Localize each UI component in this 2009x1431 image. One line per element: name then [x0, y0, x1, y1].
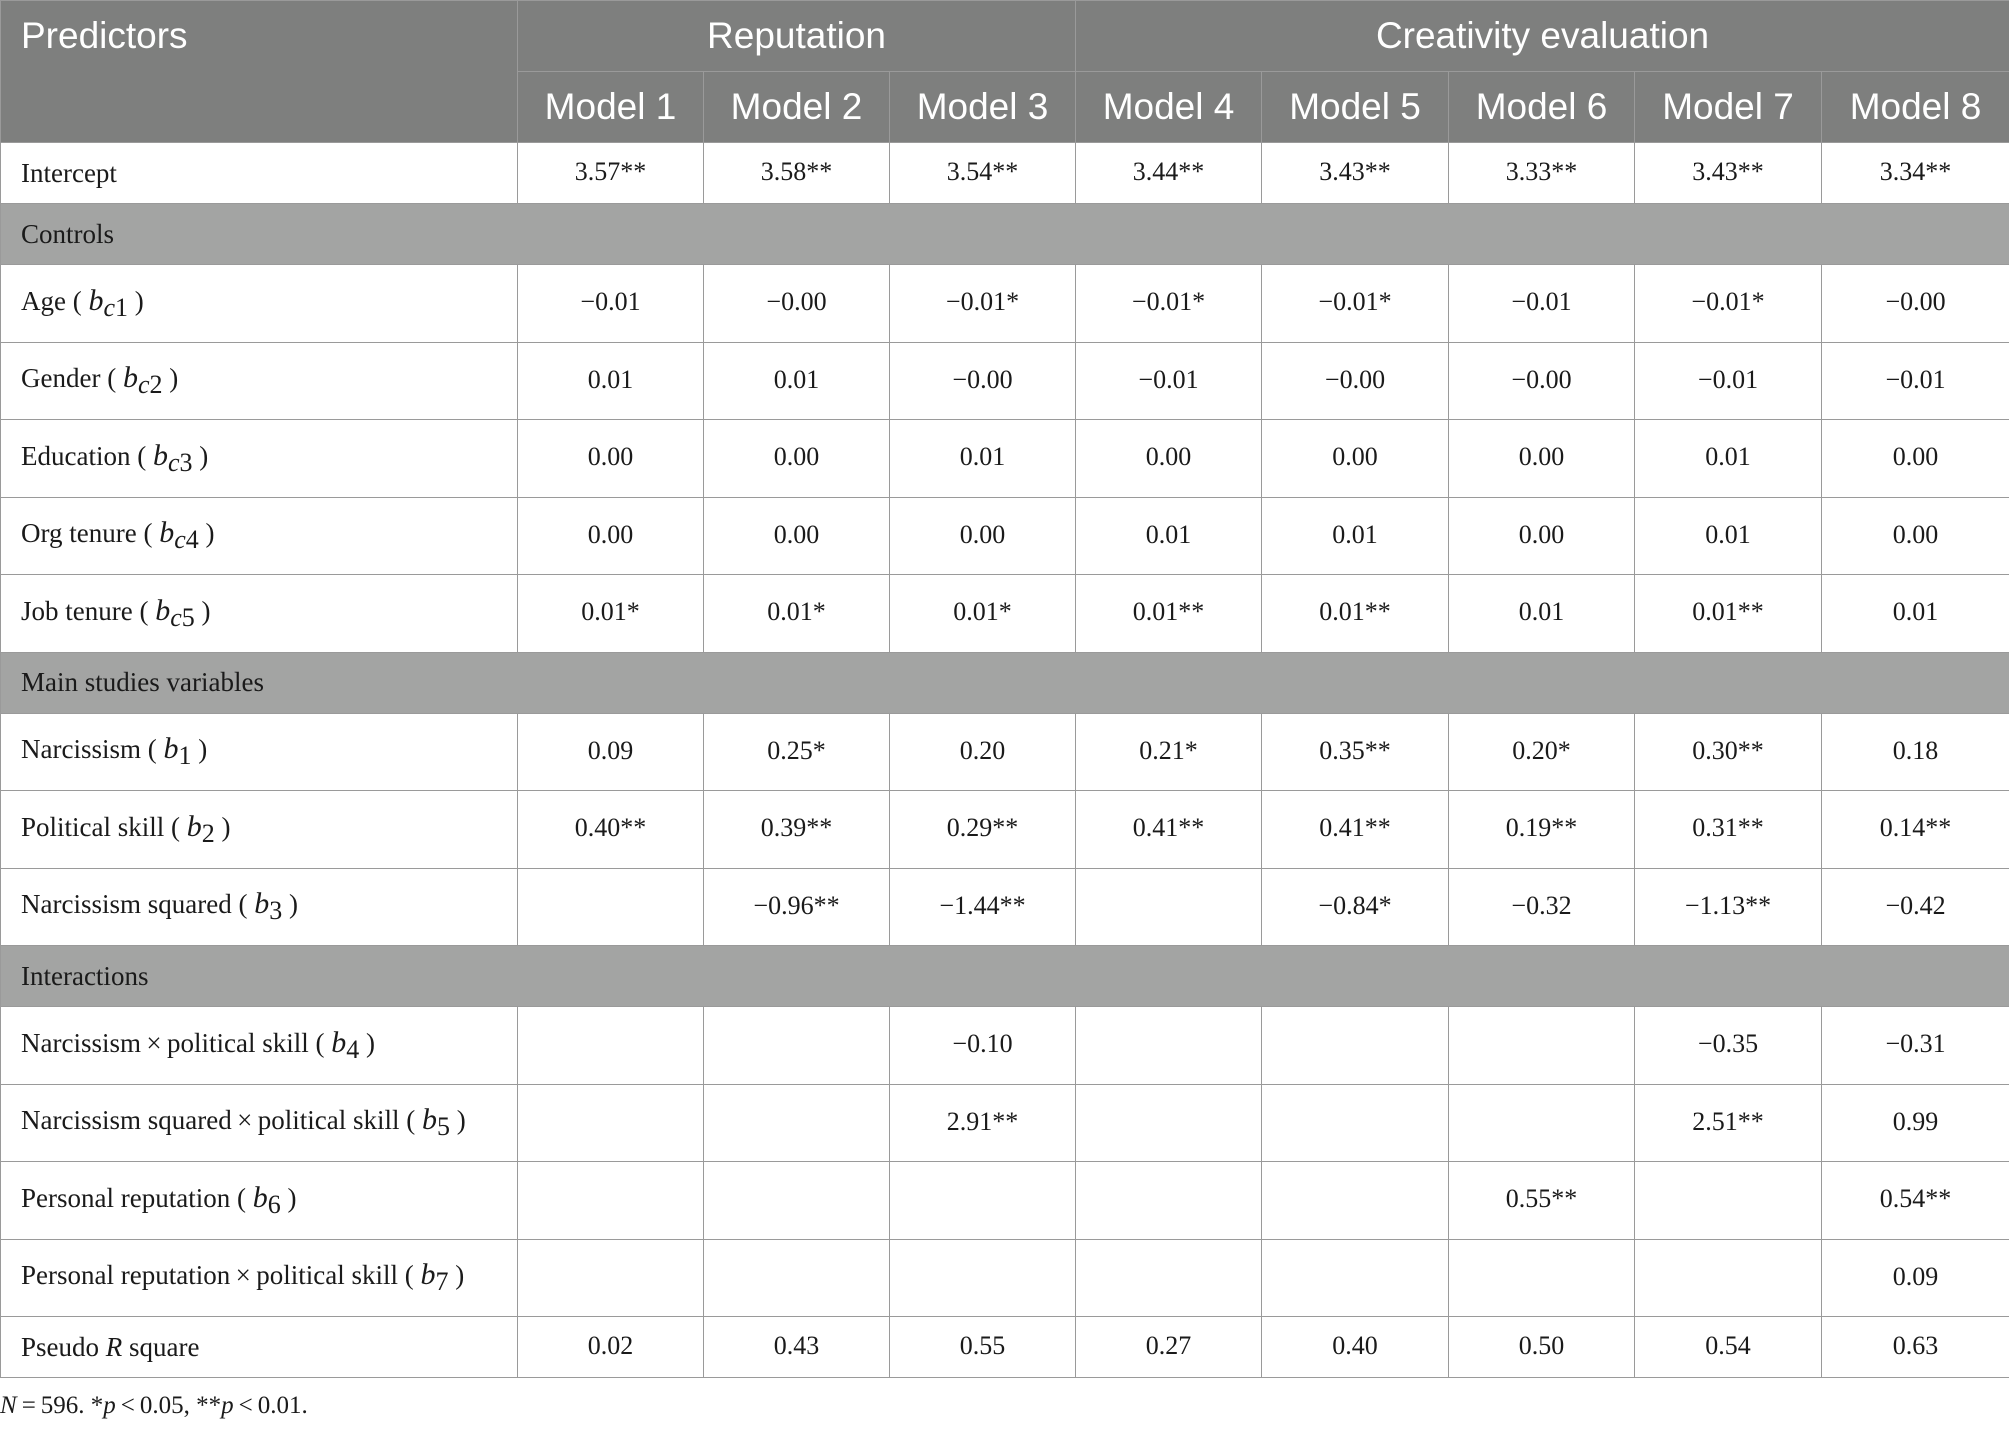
table-cell: 0.01*: [890, 575, 1076, 653]
table-cell: 0.31**: [1635, 791, 1822, 869]
table-cell: 0.09: [518, 713, 704, 791]
table-cell: [704, 1239, 890, 1317]
table-cell: 0.39**: [704, 791, 890, 869]
row-label: Education ( bc3 ): [1, 420, 518, 498]
table-cell: [890, 1162, 1076, 1240]
table-cell: [518, 1162, 704, 1240]
table-cell: 0.20: [890, 713, 1076, 791]
table-cell: 0.00: [1076, 420, 1262, 498]
table-cell: 0.29**: [890, 791, 1076, 869]
table-cell: [1076, 868, 1262, 946]
table-cell: [1076, 1007, 1262, 1085]
table-row: [1, 1239, 2009, 1317]
table-cell: −0.42: [1822, 868, 2009, 946]
table-cell: 3.54**: [890, 143, 1076, 204]
table-cell: [1449, 1007, 1635, 1085]
table-cell: [1262, 1162, 1449, 1240]
table-cell: [1635, 1239, 1822, 1317]
table-cell: 0.01**: [1635, 575, 1822, 653]
table-cell: [704, 1084, 890, 1162]
table-cell: −0.35: [1635, 1007, 1822, 1085]
table-cell: 0.40: [1262, 1317, 1449, 1378]
table-cell: 0.19**: [1449, 791, 1635, 869]
table-cell: 0.21*: [1076, 713, 1262, 791]
table-cell: 0.01: [1635, 497, 1822, 575]
model-header: Model 3: [890, 72, 1076, 143]
table-row: [1, 1162, 2009, 1240]
table-cell: 0.00: [518, 497, 704, 575]
table-cell: −0.01: [1449, 265, 1635, 343]
table-cell: −1.44**: [890, 868, 1076, 946]
table-header: [1, 1, 2009, 143]
table-cell: 2.91**: [890, 1084, 1076, 1162]
table-cell: [704, 1162, 890, 1240]
model-header: Model 6: [1449, 72, 1635, 143]
table-cell: −0.01: [518, 265, 704, 343]
table-cell: −0.01*: [1076, 265, 1262, 343]
table-cell: [518, 1084, 704, 1162]
table-cell: 3.57**: [518, 143, 704, 204]
table-cell: [1076, 1162, 1262, 1240]
table-cell: 0.99: [1822, 1084, 2009, 1162]
table-cell: 0.09: [1822, 1239, 2009, 1317]
row-label: Job tenure ( bc5 ): [1, 575, 518, 653]
model-header: Model 5: [1262, 72, 1449, 143]
table-row: [1, 1317, 2009, 1378]
table-cell: [1449, 1239, 1635, 1317]
table-cell: −0.96**: [704, 868, 890, 946]
table-cell: 0.01: [518, 342, 704, 420]
table-cell: 0.14**: [1822, 791, 2009, 869]
row-label: Age ( bc1 ): [1, 265, 518, 343]
table-cell: −0.00: [1262, 342, 1449, 420]
table-cell: 0.00: [518, 420, 704, 498]
row-label: Narcissism squared ( b3 ): [1, 868, 518, 946]
row-label: Narcissism squared × political skill ( b5 ): [1, 1084, 518, 1162]
table-cell: 0.01**: [1262, 575, 1449, 653]
row-label: Gender ( bc2 ): [1, 342, 518, 420]
table-cell: −0.01*: [1262, 265, 1449, 343]
table-cell: −0.31: [1822, 1007, 2009, 1085]
section-row: [1, 946, 2009, 1007]
table-cell: −0.00: [704, 265, 890, 343]
table-cell: 2.51**: [1635, 1084, 1822, 1162]
table-cell: 0.00: [890, 497, 1076, 575]
table-cell: 3.34**: [1822, 143, 2009, 204]
table-cell: 0.18: [1822, 713, 2009, 791]
row-label: Intercept: [1, 143, 518, 204]
table-row: [1, 143, 2009, 204]
table-cell: 0.20*: [1449, 713, 1635, 791]
table-cell: 3.33**: [1449, 143, 1635, 204]
table-cell: 0.01: [1635, 420, 1822, 498]
table-cell: [1262, 1007, 1449, 1085]
table-cell: −0.01: [1076, 342, 1262, 420]
table-row: [1, 1007, 2009, 1085]
row-label: Personal reputation × political skill ( b7 ): [1, 1239, 518, 1317]
table-cell: 0.50: [1449, 1317, 1635, 1378]
table-cell: −0.84*: [1262, 868, 1449, 946]
table-cell: 0.63: [1822, 1317, 2009, 1378]
table-row: [1, 868, 2009, 946]
section-row: [1, 652, 2009, 713]
table-row: [1, 713, 2009, 791]
table-cell: 0.55: [890, 1317, 1076, 1378]
table-row: [1, 497, 2009, 575]
table-row: [1, 265, 2009, 343]
row-label: Narcissism ( b1 ): [1, 713, 518, 791]
table-cell: −0.00: [1449, 342, 1635, 420]
table-cell: 0.25*: [704, 713, 890, 791]
section-row: [1, 204, 2009, 265]
row-label: Narcissism × political skill ( b4 ): [1, 1007, 518, 1085]
table-cell: [518, 1007, 704, 1085]
table-cell: 0.01*: [518, 575, 704, 653]
table-row: [1, 420, 2009, 498]
table-cell: 0.01: [1822, 575, 2009, 653]
predictors-header: Predictors: [1, 1, 518, 143]
table-cell: 0.00: [704, 497, 890, 575]
model-header: Model 2: [704, 72, 890, 143]
table-cell: −0.01*: [1635, 265, 1822, 343]
table-cell: [518, 1239, 704, 1317]
table-cell: 0.01*: [704, 575, 890, 653]
table-cell: 0.41**: [1262, 791, 1449, 869]
table-cell: −0.01*: [890, 265, 1076, 343]
table-cell: 0.01: [704, 342, 890, 420]
table-cell: 0.00: [704, 420, 890, 498]
table-cell: 0.00: [1449, 497, 1635, 575]
table-cell: 0.54: [1635, 1317, 1822, 1378]
table-cell: 0.55**: [1449, 1162, 1635, 1240]
table-cell: −1.13**: [1635, 868, 1822, 946]
table-cell: 0.41**: [1076, 791, 1262, 869]
table-cell: [1262, 1239, 1449, 1317]
table-row: [1, 1084, 2009, 1162]
row-label: Personal reputation ( b6 ): [1, 1162, 518, 1240]
table-cell: [1076, 1084, 1262, 1162]
reputation-group-header: Reputation: [518, 1, 1076, 72]
creativity-group-header: Creativity evaluation: [1076, 1, 2009, 72]
table-footnote: N = 596. *p < 0.05, **p < 0.01.: [0, 1392, 308, 1419]
table-cell: −0.01: [1822, 342, 2009, 420]
table-row: [1, 342, 2009, 420]
table-cell: 0.27: [1076, 1317, 1262, 1378]
table-row: [1, 575, 2009, 653]
table-cell: [1262, 1084, 1449, 1162]
table-cell: 3.43**: [1262, 143, 1449, 204]
model-header: Model 8: [1822, 72, 2009, 143]
table-cell: 0.35**: [1262, 713, 1449, 791]
table-cell: 0.30**: [1635, 713, 1822, 791]
table-cell: 0.01: [1262, 497, 1449, 575]
table-cell: [1076, 1239, 1262, 1317]
table-cell: 0.00: [1822, 497, 2009, 575]
table-cell: 0.00: [1262, 420, 1449, 498]
table-cell: [1635, 1162, 1822, 1240]
table-body: [1, 143, 2009, 1378]
section-label: Controls: [1, 204, 2009, 265]
table-cell: −0.00: [890, 342, 1076, 420]
row-label: Org tenure ( bc4 ): [1, 497, 518, 575]
table-cell: −0.01: [1635, 342, 1822, 420]
table-cell: −0.10: [890, 1007, 1076, 1085]
table-cell: 0.40**: [518, 791, 704, 869]
table-cell: 0.54**: [1822, 1162, 2009, 1240]
model-header: Model 1: [518, 72, 704, 143]
row-label: Political skill ( b2 ): [1, 791, 518, 869]
table-row: [1, 791, 2009, 869]
table-cell: 0.43: [704, 1317, 890, 1378]
table-cell: 0.01**: [1076, 575, 1262, 653]
table-cell: −0.32: [1449, 868, 1635, 946]
table-cell: 0.01: [1076, 497, 1262, 575]
section-label: Main studies variables: [1, 652, 2009, 713]
table-cell: 3.58**: [704, 143, 890, 204]
table-cell: [704, 1007, 890, 1085]
table-cell: 3.43**: [1635, 143, 1822, 204]
row-label: Pseudo R square: [1, 1317, 518, 1378]
model-header: Model 7: [1635, 72, 1822, 143]
model-header: Model 4: [1076, 72, 1262, 143]
table-cell: 3.44**: [1076, 143, 1262, 204]
table-cell: −0.00: [1822, 265, 2009, 343]
table-cell: [1449, 1084, 1635, 1162]
table-cell: [518, 868, 704, 946]
table-cell: 0.01: [890, 420, 1076, 498]
table-cell: 0.01: [1449, 575, 1635, 653]
table-cell: 0.00: [1822, 420, 2009, 498]
table-cell: [890, 1239, 1076, 1317]
table-cell: 0.00: [1449, 420, 1635, 498]
table-cell: 0.02: [518, 1317, 704, 1378]
section-label: Interactions: [1, 946, 2009, 1007]
